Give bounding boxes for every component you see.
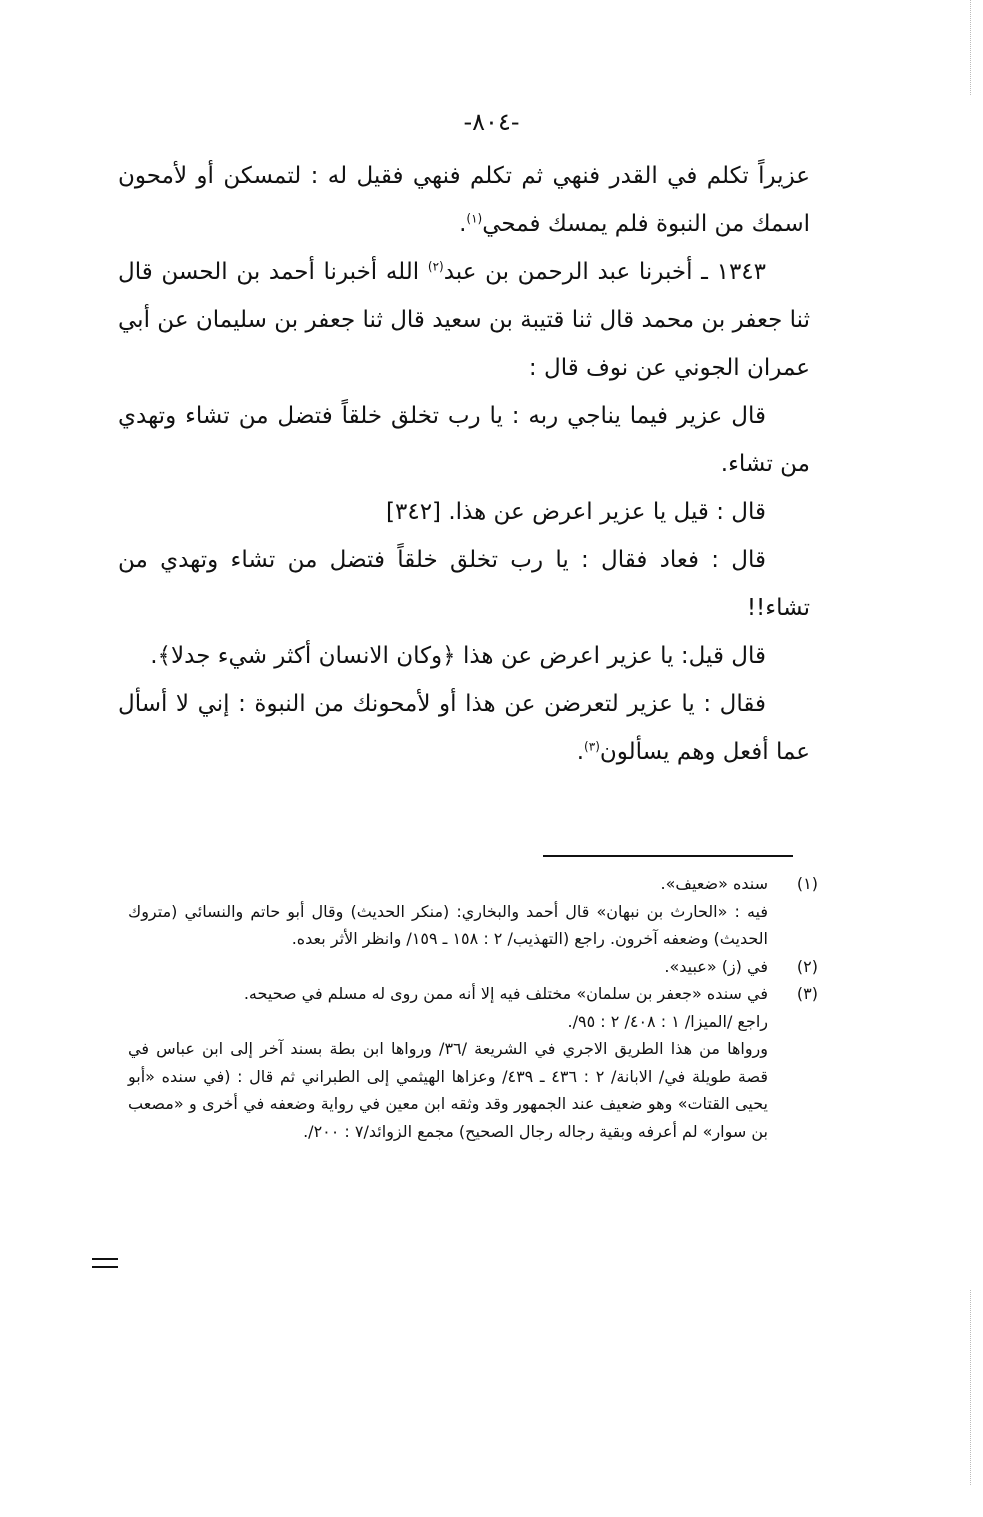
page-number: -٨٠٤- — [463, 108, 520, 136]
footnote-separator — [543, 855, 793, 857]
footnotes — [128, 870, 818, 1145]
page-edge-dotted-line-bottom — [970, 1290, 971, 1485]
footnote-ref-3: (٣) — [584, 739, 600, 754]
footnote-1-number: (١) — [796, 874, 818, 893]
page-edge-dotted-line-top — [970, 0, 971, 95]
paragraph-1-text: عزيراً تكلم في القدر فنهي ثم تكلم فنهي فقيل له : لتمسكن أو لأمحون اسمك من النبوة فلم يمسك فمحي — [118, 163, 810, 237]
footnote-3-text: في سنده «جعفر بن سلمان» مختلف فيه إلا أنه ممن روى له مسلم في صحيحه. — [243, 984, 768, 1003]
footnote-3 — [128, 980, 818, 1008]
footnote-2 — [128, 953, 818, 981]
paragraph-1343 — [118, 248, 810, 392]
paragraph-1-end: . — [459, 211, 467, 237]
main-text — [118, 152, 810, 776]
footnote-1 — [128, 870, 818, 898]
paragraph-1 — [118, 152, 810, 248]
margin-double-dash-mark — [92, 1258, 118, 1268]
footnote-ref-1: (١) — [466, 211, 483, 226]
footnote-ref-2: (٢) — [427, 259, 444, 274]
footnote-1-text: سنده «ضعيف». — [660, 874, 768, 893]
paragraph-6: قال قيل: يا عزير اعرض عن هذا ﴿وكان الانسان أكثر شيء جدلا﴾. — [150, 643, 766, 669]
footnote-3-reference: راجع /الميزا/ ١ : ٤٠٨/ ٢ : ٩٥/. — [567, 1011, 768, 1031]
paragraph-5: قال : فعاد فقال : يا رب تخلق خلقاً فتضل من تشاء وتهدي من تشاء!! — [118, 547, 810, 621]
paragraph-7 — [118, 680, 810, 776]
footnote-2-text: في (ز) «عبيد». — [664, 956, 768, 976]
paragraph-7-end: . — [576, 739, 585, 765]
footnote-3-more: ورواها من هذا الطريق الاجري في الشريعة /٣٦/ ورواها ابن بطة بسند آخر إلى ابن عباس في قصة طويلة في/ الابانة/ ٢ : ٤٣٦ ـ ٤٣٩/ وعزاها الهيثمي إلى الطبراني ثم قال : (في سنده «أبو يحيى القتات» وهو ضعيف عند الجمهور وقد وثقه ابن معين في رواية وضعفه في أخرى و «مصعب بن سوار» لم أعرفه وبقية رجاله رجال الصحيح) مجمع الزوائد/٧ : ٢٠٠/. — [128, 1039, 769, 1141]
footnote-3-number: (٣) — [796, 984, 818, 1003]
paragraph-1343-text-b: الله أخبرنا أحمد بن الحسن قال ثنا جعفر بن محمد قال ثنا قتيبة بن سعيد قال ثنا جعفر بن سليمان عن أبي عمران الجوني عن نوف قال : — [118, 259, 810, 381]
paragraph-3: قال عزير فيما يناجي ربه : يا رب تخلق خلقاً فتضل من تشاء وتهدي من تشاء. — [118, 403, 810, 477]
paragraph-7-text: فقال : يا عزير لتعرضن عن هذا أو لأمحونك من النبوة : إني لا أسأل عما أفعل وهم يسألون — [118, 691, 810, 765]
paragraph-1343-text-a: ١٣٤٣ ـ أخبرنا عبد الرحمن بن عبد — [443, 259, 767, 285]
paragraph-4: قال : قيل يا عزير اعرض عن هذا. [٣٤٢] — [386, 499, 766, 525]
footnote-1-detail: فيه : «الحارث بن نبهان» قال أحمد والبخاري: (منكر الحديث) وقال أبو حاتم والنسائي (متروك الحديث) وضعفه آخرون. راجع (التهذيب/ ٢ : ١٥٨ ـ ١٥٩/ وانظر الأثر بعده. — [128, 901, 768, 948]
footnote-2-number: (٢) — [796, 956, 818, 976]
